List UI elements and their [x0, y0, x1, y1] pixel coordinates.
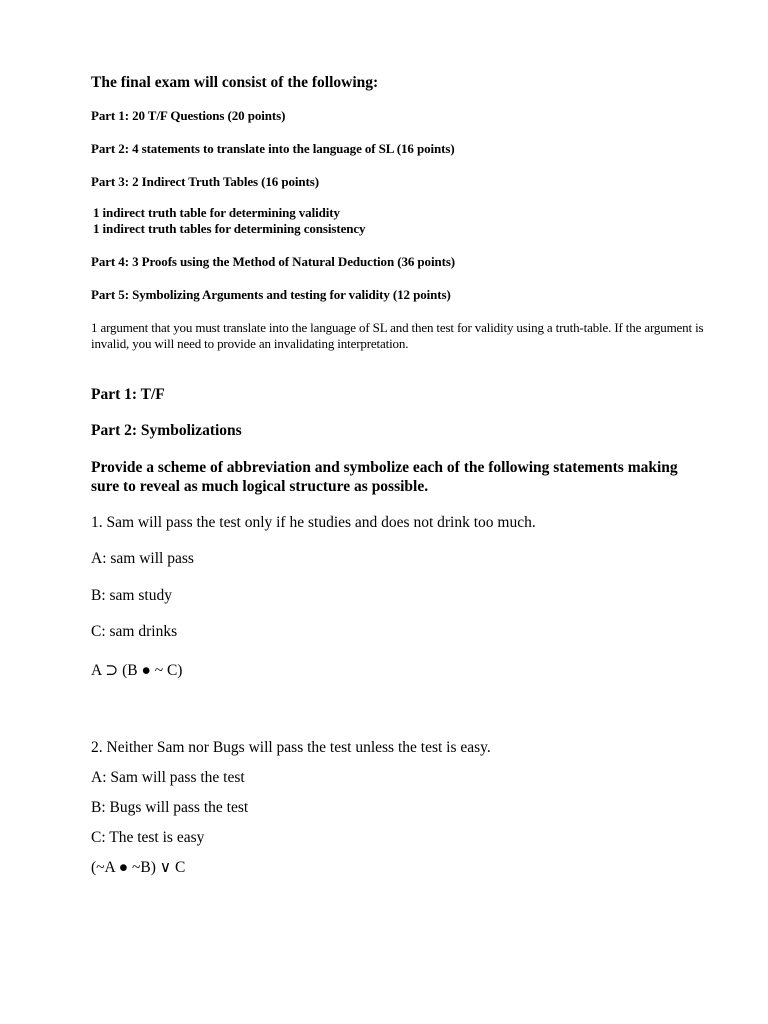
question-1-statement: 1. Sam will pass the test only if he studies and does not drink too much. [91, 514, 536, 531]
part-3-item-consistency: 1 indirect truth tables for determining consistency [93, 221, 366, 236]
question-2-statement: 2. Neither Sam nor Bugs will pass the test unless the test is easy. [91, 739, 491, 756]
question-1-scheme-b: B: sam study [91, 587, 172, 604]
question-1-scheme-a: A: sam will pass [91, 550, 194, 567]
overview-part-1: Part 1: 20 T/F Questions (20 points) [91, 108, 286, 123]
part-3-item-validity: 1 indirect truth table for determining validity [93, 205, 340, 220]
overview-title: The final exam will consist of the following: [91, 74, 379, 91]
overview-part-5: Part 5: Symbolizing Arguments and testing for validity (12 points) [91, 287, 451, 302]
overview-part-4: Part 4: 3 Proofs using the Method of Natural Deduction (36 points) [91, 254, 456, 269]
question-1-scheme-c: C: sam drinks [91, 623, 178, 640]
overview-part-2: Part 2: 4 statements to translate into the language of SL (16 points) [91, 141, 455, 156]
question-2-symbolization: (~A ● ~B) ∨ C [91, 859, 186, 876]
question-2-scheme-c: C: The test is easy [91, 829, 205, 846]
overview-part-3: Part 3: 2 Indirect Truth Tables (16 points) [91, 174, 319, 189]
question-1-symbolization: A ⊃ (B ● ~ C) [91, 662, 183, 679]
question-2-scheme-a: A: Sam will pass the test [91, 769, 245, 786]
section-1-heading: Part 1: T/F [91, 386, 165, 403]
question-2-scheme-b: B: Bugs will pass the test [91, 799, 249, 816]
section-2-heading: Part 2: Symbolizations [91, 422, 242, 439]
part-5-description: 1 argument that you must translate into the language of SL and then test for validity using a truth-table. If the argument is invalid, you will need to provide an invalidating interpretation. [91, 320, 704, 351]
section-2-instructions: Provide a scheme of abbreviation and symbolize each of the following statements making sure to reveal as much logical structure as possible. [91, 459, 678, 495]
